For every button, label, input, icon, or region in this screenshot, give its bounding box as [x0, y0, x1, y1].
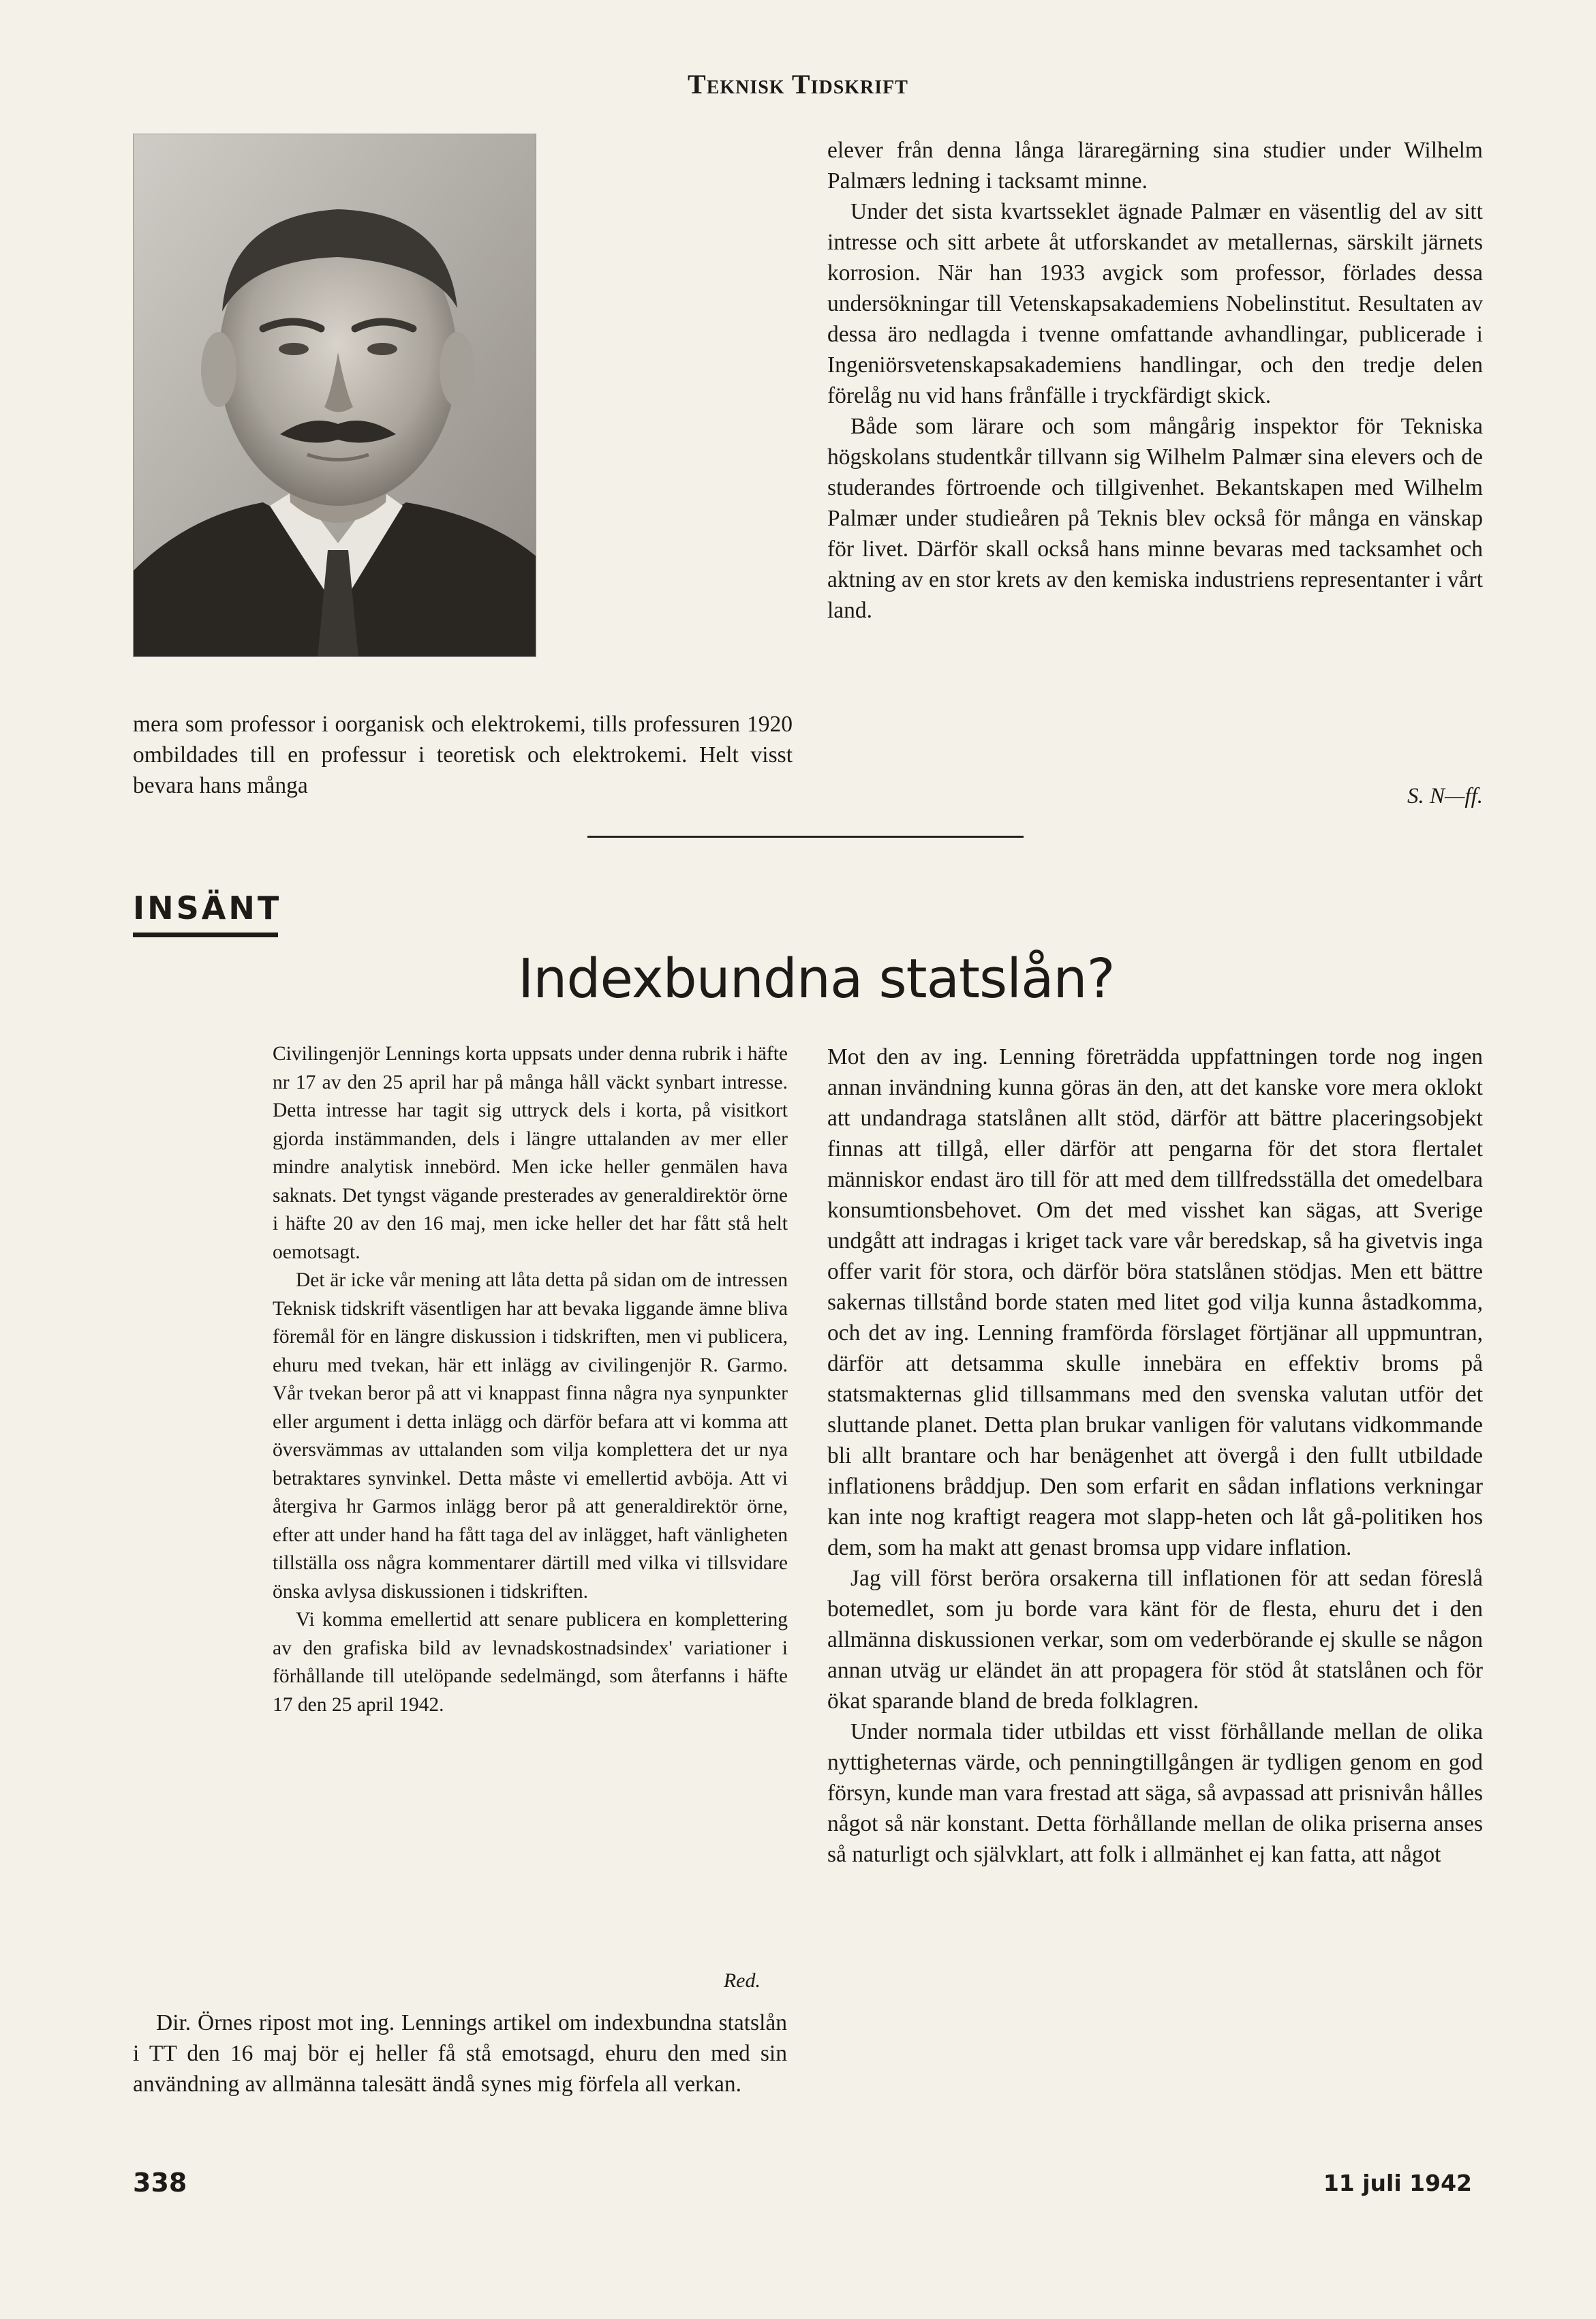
- page-number: 338: [133, 2168, 187, 2198]
- article-paragraph: Under normala tider utbildas ett visst förhållande mellan de olika nyttigheternas värde, och penningtillgången är tydligen genom en god försyn, kunde man vara frestad att säga, så avpassad att prisnivån hålles något så när konstant. Detta förhållande mellan de olika priserna anses så naturligt och självklart, att folk i allmänhet ej kan fatta, att något: [827, 1719, 1483, 1867]
- editor-note-paragraph: Vi komma emellertid att senare publicera en komplettering av den grafiska bild av levnadskostnadsindex' variationer i förhållande till utelöpande sedelmängd, som återfanns i häfte 17 den 25 april 1942.: [273, 1609, 788, 1716]
- editor-signature: Red.: [723, 1969, 761, 1992]
- obituary-paragraph: elever från denna långa läraregärning sina studier under Wilhelm Palmærs ledning i tacksamt minne.: [827, 138, 1483, 194]
- obituary-signature: S. N—ff.: [1407, 784, 1483, 808]
- section-divider: [587, 836, 1024, 838]
- portrait-photo: [133, 134, 536, 657]
- article-right-column: [827, 1042, 1483, 1870]
- article-paragraph: Dir. Örnes ripost mot ing. Lennings artikel om indexbundna statslån i TT den 16 maj bör ej heller få stå emotsagd, ehuru den med sin användning av allmänna talesätt ändå synes mig förfela all verkan.: [133, 2010, 787, 2097]
- article-paragraph: Jag vill först beröra orsakerna till inflationen för att sedan föreslå botemedlet, som ju borde vara känt för de flesta, ehuru det i den allmänna diskussionen verkar, som om vederbörande ej skulle se någon annan utväg ur eländet än att propagera för stöd åt statslånen och för ökat sparande bland de breda folklagren.: [827, 1566, 1483, 1714]
- article-title: Indexbundna statslån?: [518, 948, 1115, 1010]
- obituary-right-column: [827, 135, 1483, 626]
- obituary-left-paragraph: mera som professor i oorganisk och elektrokemi, tills professuren 1920 ombildades till en professur i teoretisk och elektrokemi. Helt visst bevara hans många: [133, 712, 793, 798]
- obituary-paragraph: Under det sista kvartsseklet ägnade Palmær en väsentlig del av sitt intresse och sitt arbete åt utforskandet av metallernas, särskilt järnets korrosion. När han 1933 avgick som professor, förlades dessa undersökningar till Vetenskapsakademiens Nobelinstitut. Resultaten av dessa äro nedlagda i tvenne omfattande avhandlingar, publicerade i Ingeniörsvetenskapsakademiens handlingar, och den tredje delen förelåg nu vid hans frånfälle i tryckfärdigt skick.: [827, 199, 1483, 408]
- section-label-underline: [133, 933, 278, 937]
- journal-title: Teknisk Tidskrift: [688, 69, 908, 100]
- editor-note: [273, 1040, 788, 1719]
- article-paragraph: Mot den av ing. Lenning företrädda uppfattningen torde nog ingen annan invändning kunna göras än den, att det kanske vore mera oklokt att undandraga statslånen allt stöd, därför att bättre placeringsobjekt finnas att tillgå, eller därför att pengarna för det stora flertalet människor endast äro till för att med dem tillfredsställa det omedelbara konsumtionsbehovet. Om det med visshet kan sägas, att Sverige undgått att indragas i kriget tack vare vår beredskap, så ha givetvis inga offer varit för stora, och därför böra statslånen stödjas. Men ett bättre sakernas tillstånd borde staten med litet god vilja kunna åstadkomma, och det av ing. Lenning framförda förslaget förtjänar all uppmuntran, därför att detsamma skulle innebära en effektiv broms på statsmakternas glid tillsammans med den svenska valutan utför det sluttande planet. Detta plan brukar vanligen för valutans vidkommande bli allt brantare och har benägenhet att övergå i den fullt utbildade inflationens bråddjup. Den som erfarit en sådan inflations verkningar kan inte nog kraftigt reagera mot slapp-heten och låt gå-politiken hos dem, som ha makt att genast bromsa upp vidare inflation.: [827, 1044, 1483, 1560]
- obituary-left-column: [133, 709, 793, 801]
- article-left-column: [133, 2007, 787, 2100]
- section-label: INSÄNT: [133, 890, 282, 926]
- obituary-paragraph: Både som lärare och som mångårig inspektor för Tekniska högskolans studentkår tillvann sig Wilhelm Palmær sina elevers och de studerandes förtroende och tillgivenhet. Bekantskapen med Wilhelm Palmær under studieåren på Teknis blev också för många en vänskap för livet. Därför skall också hans minne bevaras med tacksamhet och aktning av en stor krets av den kemiska industriens representanter i vårt land.: [827, 414, 1483, 623]
- issue-date: 11 juli 1942: [1323, 2170, 1472, 2196]
- editor-note-paragraph: Det är icke vår mening att låta detta på sidan om de intressen Teknisk tidskrift väsentligen har att bevaka liggande ämne bliva föremål för en längre diskussion i tidskriften, men vi publicera, ehuru med tvekan, här ett inlägg av civilingenjör R. Garmo. Vår tvekan beror på att vi knappast finna några nya synpunkter eller argument i detta inlägg och därför befara att vi komma att översvämmas av uttalanden som vilja komplettera det ur nya betraktares synvinkel. Detta måste vi emellertid avböja. Att vi återgiva hr Garmos inlägg beror på att generaldirektör örne, efter att under hand ha fått taga del av inlägget, haft vänligheten tillställa oss några kommentarer därtill med vilka vi tillsvidare önska avlysa diskussionen i tidskriften.: [273, 1269, 788, 1603]
- editor-note-paragraph: Civilingenjör Lennings korta uppsats under denna rubrik i häfte nr 17 av den 25 april har på många håll väckt synbart intresse. Detta intresse har tagit sig uttryck dels i korta, på visitkort gjorda instämmanden, dels i längre uttalanden av mer eller mindre analytisk innebörd. Men icke heller genmälen hava saknats. Det tyngst vägande presterades av generaldirektör örne i häfte 20 av den 16 maj, men icke heller det har fått stå helt oemotsagt.: [273, 1043, 788, 1263]
